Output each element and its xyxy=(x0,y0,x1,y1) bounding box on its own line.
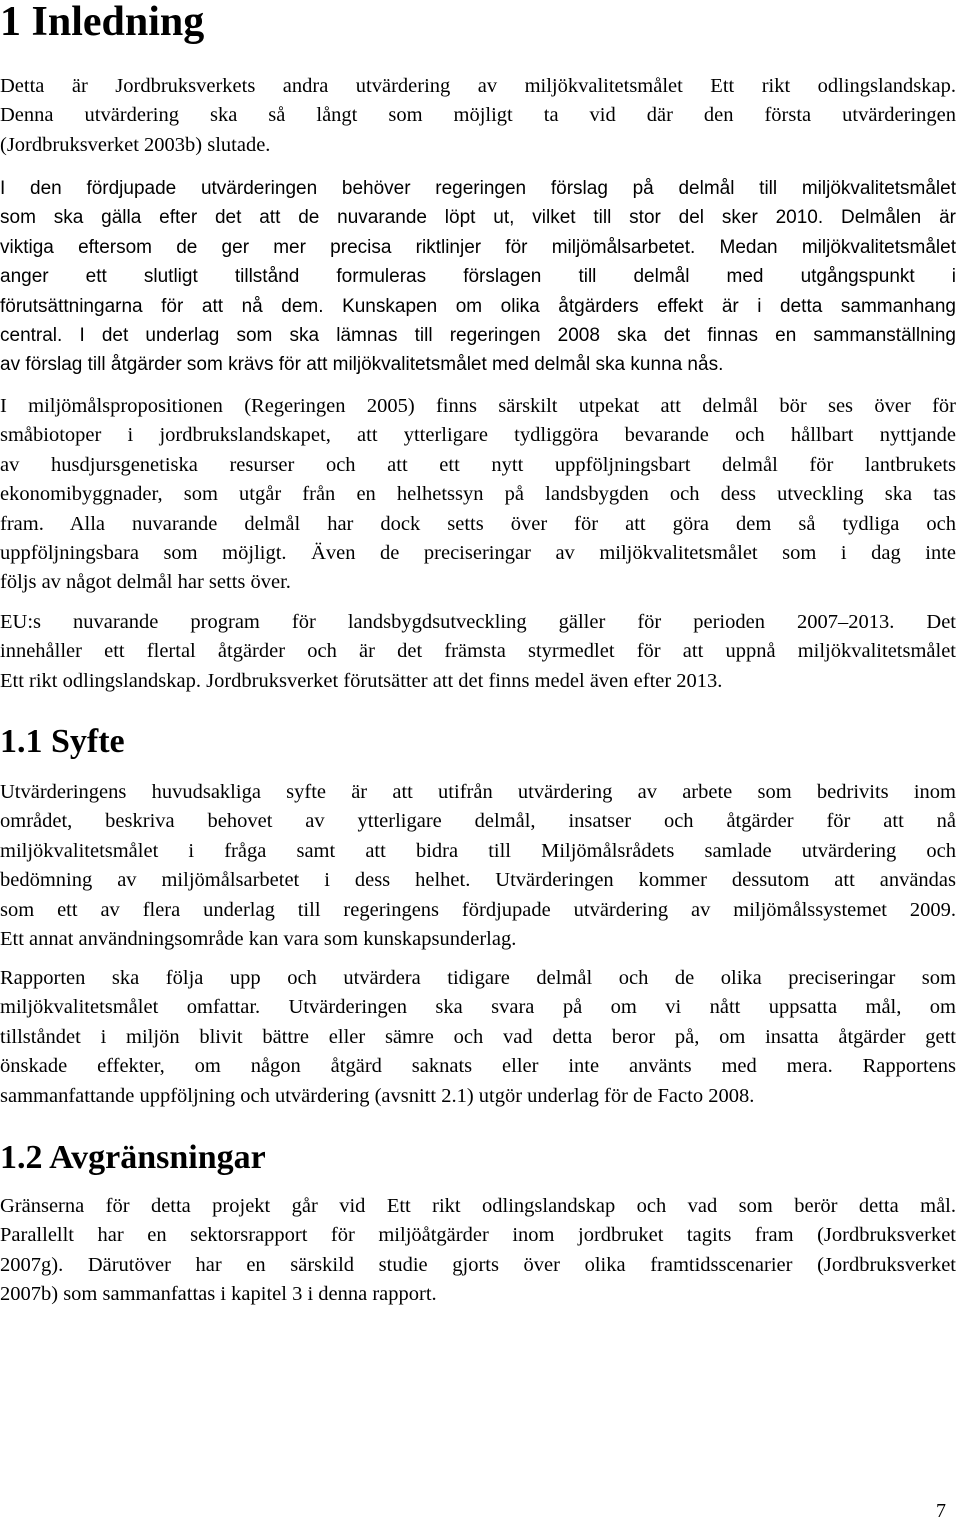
page-number: 7 xyxy=(936,1500,946,1522)
text-line: småbiotoper i jordbrukslandskapet, att ytterligare tydliggöra bevarande och hållbart nyttjande xyxy=(0,424,956,447)
text-line: 2007g). Därutöver har en särskild studie gjorts över olika framtidsscenarier (Jordbruksverket xyxy=(0,1253,956,1276)
text-line: Utvärderingens huvudsakliga syfte är att utifrån utvärdering av arbete som bedrivits inom xyxy=(0,781,956,803)
intro-paragraph-2 xyxy=(0,174,956,380)
section-heading-syfte: 1.1 Syfte xyxy=(0,723,125,760)
text-line: innehåller ett flertal åtgärder och är det främsta styrmedlet för att uppnå miljökvalitetsmålet xyxy=(0,640,956,663)
section-heading-avgransningar: 1.2 Avgränsningar xyxy=(0,1139,266,1176)
text-line: miljökvalitetsmålet omfattar. Utvärderingen ska svara på om vi nått uppsatta mål, om xyxy=(0,996,956,1019)
text-line: anger ett slutligt tillstånd formuleras förslagen till delmål med utgångspunkt i xyxy=(0,266,956,288)
chapter-heading: 1 Inledning xyxy=(0,0,205,45)
text-line: EU:s nuvarande program för landsbygdsutveckling gäller för perioden 2007–2013. Det xyxy=(0,611,956,633)
text-line: viktiga eftersom de ger mer precisa riktlinjer för miljömålsarbetet. Medan miljökvalitetsmålet xyxy=(0,236,956,258)
text-line: tillståndet i miljön blivit bättre eller sämre och vad detta beror på, om insatta åtgärder gett xyxy=(0,1025,956,1048)
text-line: miljökvalitetsmålet i fråga samt att bidra till Miljömålsrådets samlade utvärdering och xyxy=(0,839,956,862)
text-line: central. I det underlag som ska lämnas till regeringen 2008 ska det finnas en sammanställning xyxy=(0,325,956,347)
text-line: Gränserna för detta projekt går vid Ett rikt odlingslandskap och vad som berör detta mål. xyxy=(0,1195,956,1217)
text-line: I miljömålspropositionen (Regeringen 2005) finns särskilt utpekat att delmål bör ses över för xyxy=(0,395,956,417)
syfte-paragraph-2 xyxy=(0,964,956,1111)
intro-paragraph-4 xyxy=(0,608,956,696)
text-line: området, beskriva behovet av ytterligare delmål, insatser och åtgärder för att nå xyxy=(0,810,956,833)
text-line: (Jordbruksverket 2003b) slutade. xyxy=(0,133,271,156)
text-line: Ett annat användningsområde kan vara som kunskapsunderlag. xyxy=(0,928,517,951)
text-line: Ett rikt odlingslandskap. Jordbruksverket förutsätter att det finns medel även efter 2013. xyxy=(0,669,723,692)
text-line: bedömning av miljömålsarbetet i dess helhet. Utvärderingen kommer dessutom att användas xyxy=(0,869,956,892)
text-line: som ska gälla efter det att de nuvarande löpt ut, vilket till stor del sker 2010. Delmålen är xyxy=(0,207,956,229)
text-line: förutsättningarna för att nå dem. Kunskapen om olika åtgärders effekt är i detta sammanhang xyxy=(0,295,956,317)
text-line: Detta är Jordbruksverkets andra utvärdering av miljökvalitetsmålet Ett rikt odlingslandskap. xyxy=(0,75,956,97)
text-line: önskade effekter, om någon åtgärd saknats eller inte använts med mera. Rapportens xyxy=(0,1055,956,1078)
text-line: av husdjursgenetiska resurser och att ett nytt uppföljningsbart delmål för lantbrukets xyxy=(0,453,956,476)
text-line: ekonomibyggnader, som utgår från en helhetssyn på landsbygden och dess utveckling ska tas xyxy=(0,483,956,506)
text-line: som ett av flera underlag till regeringens fördjupade utvärdering av miljömålssystemet 2009. xyxy=(0,898,956,921)
text-line: I den fördjupade utvärderingen behöver regeringen förslag på delmål till miljökvalitetsmålet xyxy=(0,178,956,199)
text-line: Parallellt har en sektorsrapport för miljöåtgärder inom jordbruket tagits fram (Jordbruksverket xyxy=(0,1224,956,1247)
text-line: fram. Alla nuvarande delmål har dock setts över för att göra dem så tydliga och xyxy=(0,512,956,535)
text-line: Denna utvärdering ska så långt som möjligt ta vid där den första utvärderingen xyxy=(0,104,956,127)
text-line: av förslag till åtgärder som krävs för att miljökvalitetsmålet med delmål ska kunna nås. xyxy=(0,354,724,376)
avgransningar-paragraph-1 xyxy=(0,1192,956,1310)
text-line: följs av något delmål har setts över. xyxy=(0,571,291,594)
text-line: 2007b) som sammanfattas i kapitel 3 i denna rapport. xyxy=(0,1283,437,1306)
intro-paragraph-1 xyxy=(0,72,956,160)
syfte-paragraph-1 xyxy=(0,778,956,954)
text-line: Rapporten ska följa upp och utvärdera tidigare delmål och de olika preciseringar som xyxy=(0,967,956,989)
text-line: uppföljningsbara som möjligt. Även de preciseringar av miljökvalitetsmålet som i dag inte xyxy=(0,542,956,565)
text-line: sammanfattande uppföljning och utvärdering (avsnitt 2.1) utgör underlag för de Facto 2008. xyxy=(0,1084,755,1107)
intro-paragraph-3 xyxy=(0,392,956,598)
